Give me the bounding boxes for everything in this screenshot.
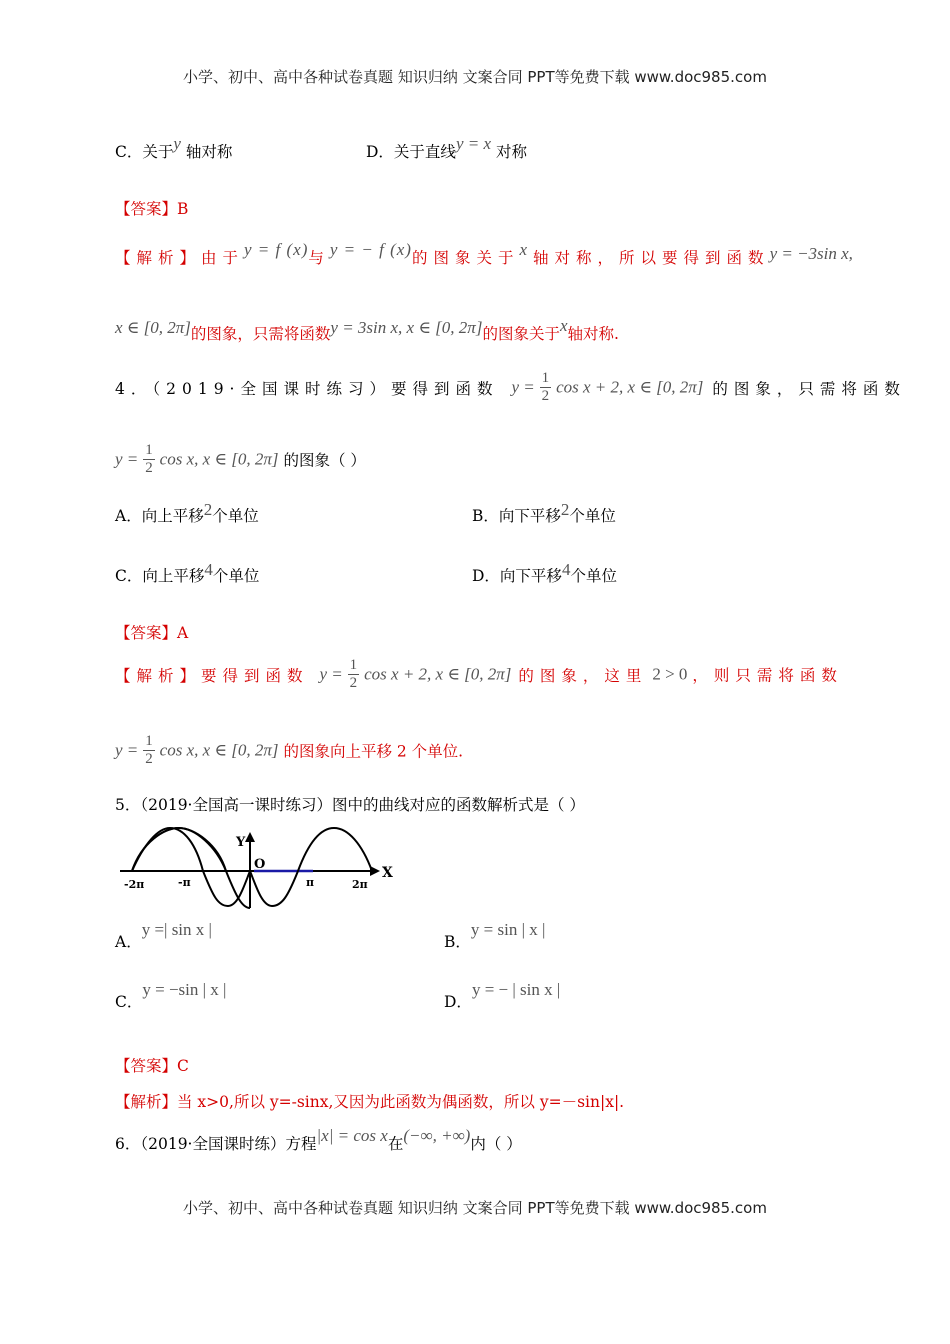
tick-label: -2π [124,878,145,891]
q4-answer: 【答案】A [115,624,189,642]
q4-option-a: A．向上平移2个单位 [115,500,259,525]
q5-option-b: B．y = sin | x | [444,920,546,951]
q5-explanation: 【解析】当 x>0,所以 y=-sinx,又因为此函数为偶函数，所以 y=－sin|x|. [115,1093,625,1111]
q5-option-a: A．y =| sin x | [115,920,212,951]
y-axis-label: Y [236,835,246,850]
q3-answer: 【答案】B [115,200,189,218]
q6-stem: 6．（2019·全国课时练）方程|x| = cos x在(−∞, +∞)内（ ） [115,1126,522,1153]
q3-explanation-line2: x ∈ [0, 2π]的图象，只需将函数y = 3sin x, x ∈ [0, 2π]的图象关于x轴对称. [115,316,619,343]
q4-explanation-line2: y = $\frac{1}{2}$ cos x, x ∈ [0, 2π] 的图象向上平移 2 个单位. [115,733,464,767]
q4-explanation-line1: 【解析】要得到函数 y = $\frac{1}{2}$ cos x + 2, x ∈ [0, 2π] 的图象，这里 2 > 0 ，则只需将函数 [115,657,843,691]
tick-label: π [306,876,315,889]
curve-negative-right [250,871,298,906]
origin-label: O [254,857,266,872]
page-footer: 小学、初中、高中各种试卷真题 知识归纳 文案合同 PPT等免费下载 www.doc985.com [183,1199,767,1217]
q4-option-d: D．向下平移4个单位 [472,560,617,585]
q4-option-c: C．向上平移4个单位 [115,560,260,585]
fraction-one-half: $\frac{1}{2}$ [541,370,550,404]
curve-negative-left [203,871,250,906]
q5-stem: 5．（2019·全国高一课时练习）图中的曲线对应的函数解析式是（ ） [115,796,585,814]
q5-option-c: C．y = −sin | x | [115,980,227,1011]
curve-right [298,828,372,871]
q4-stem-line1: 4．（2019·全国课时练习）要得到函数 y = $\frac{1}{2}$ cos x + 2, x ∈ [0, 2π] 的图象，只需将函数 [115,370,906,404]
q5-answer: 【答案】C [115,1057,189,1075]
sine-curve-graph [118,824,403,914]
q5-option-d: D．y = − | sin x | [444,980,561,1011]
q3-explanation-line1: 【解析】由于y = f (x)与y = − f (x)的图象关于x轴对称，所以要得到函数y = −3sin x, [115,240,853,267]
q3-option-c: C．关于y 轴对称 [115,134,233,161]
tick-label: 2π [352,878,368,891]
q3-option-d: D．关于直线y = x 对称 [366,134,527,161]
y-axis-arrow [245,832,255,842]
x-axis-label: X [382,865,393,881]
tick-label: -π [178,876,191,889]
page-header: 小学、初中、高中各种试卷真题 知识归纳 文案合同 PPT等免费下载 www.doc985.com [183,68,767,86]
q4-option-b: B．向下平移2个单位 [472,500,616,525]
q4-stem-line2: y = $\frac{1}{2}$ cos x, x ∈ [0, 2π] 的图象（ ） [115,442,366,476]
